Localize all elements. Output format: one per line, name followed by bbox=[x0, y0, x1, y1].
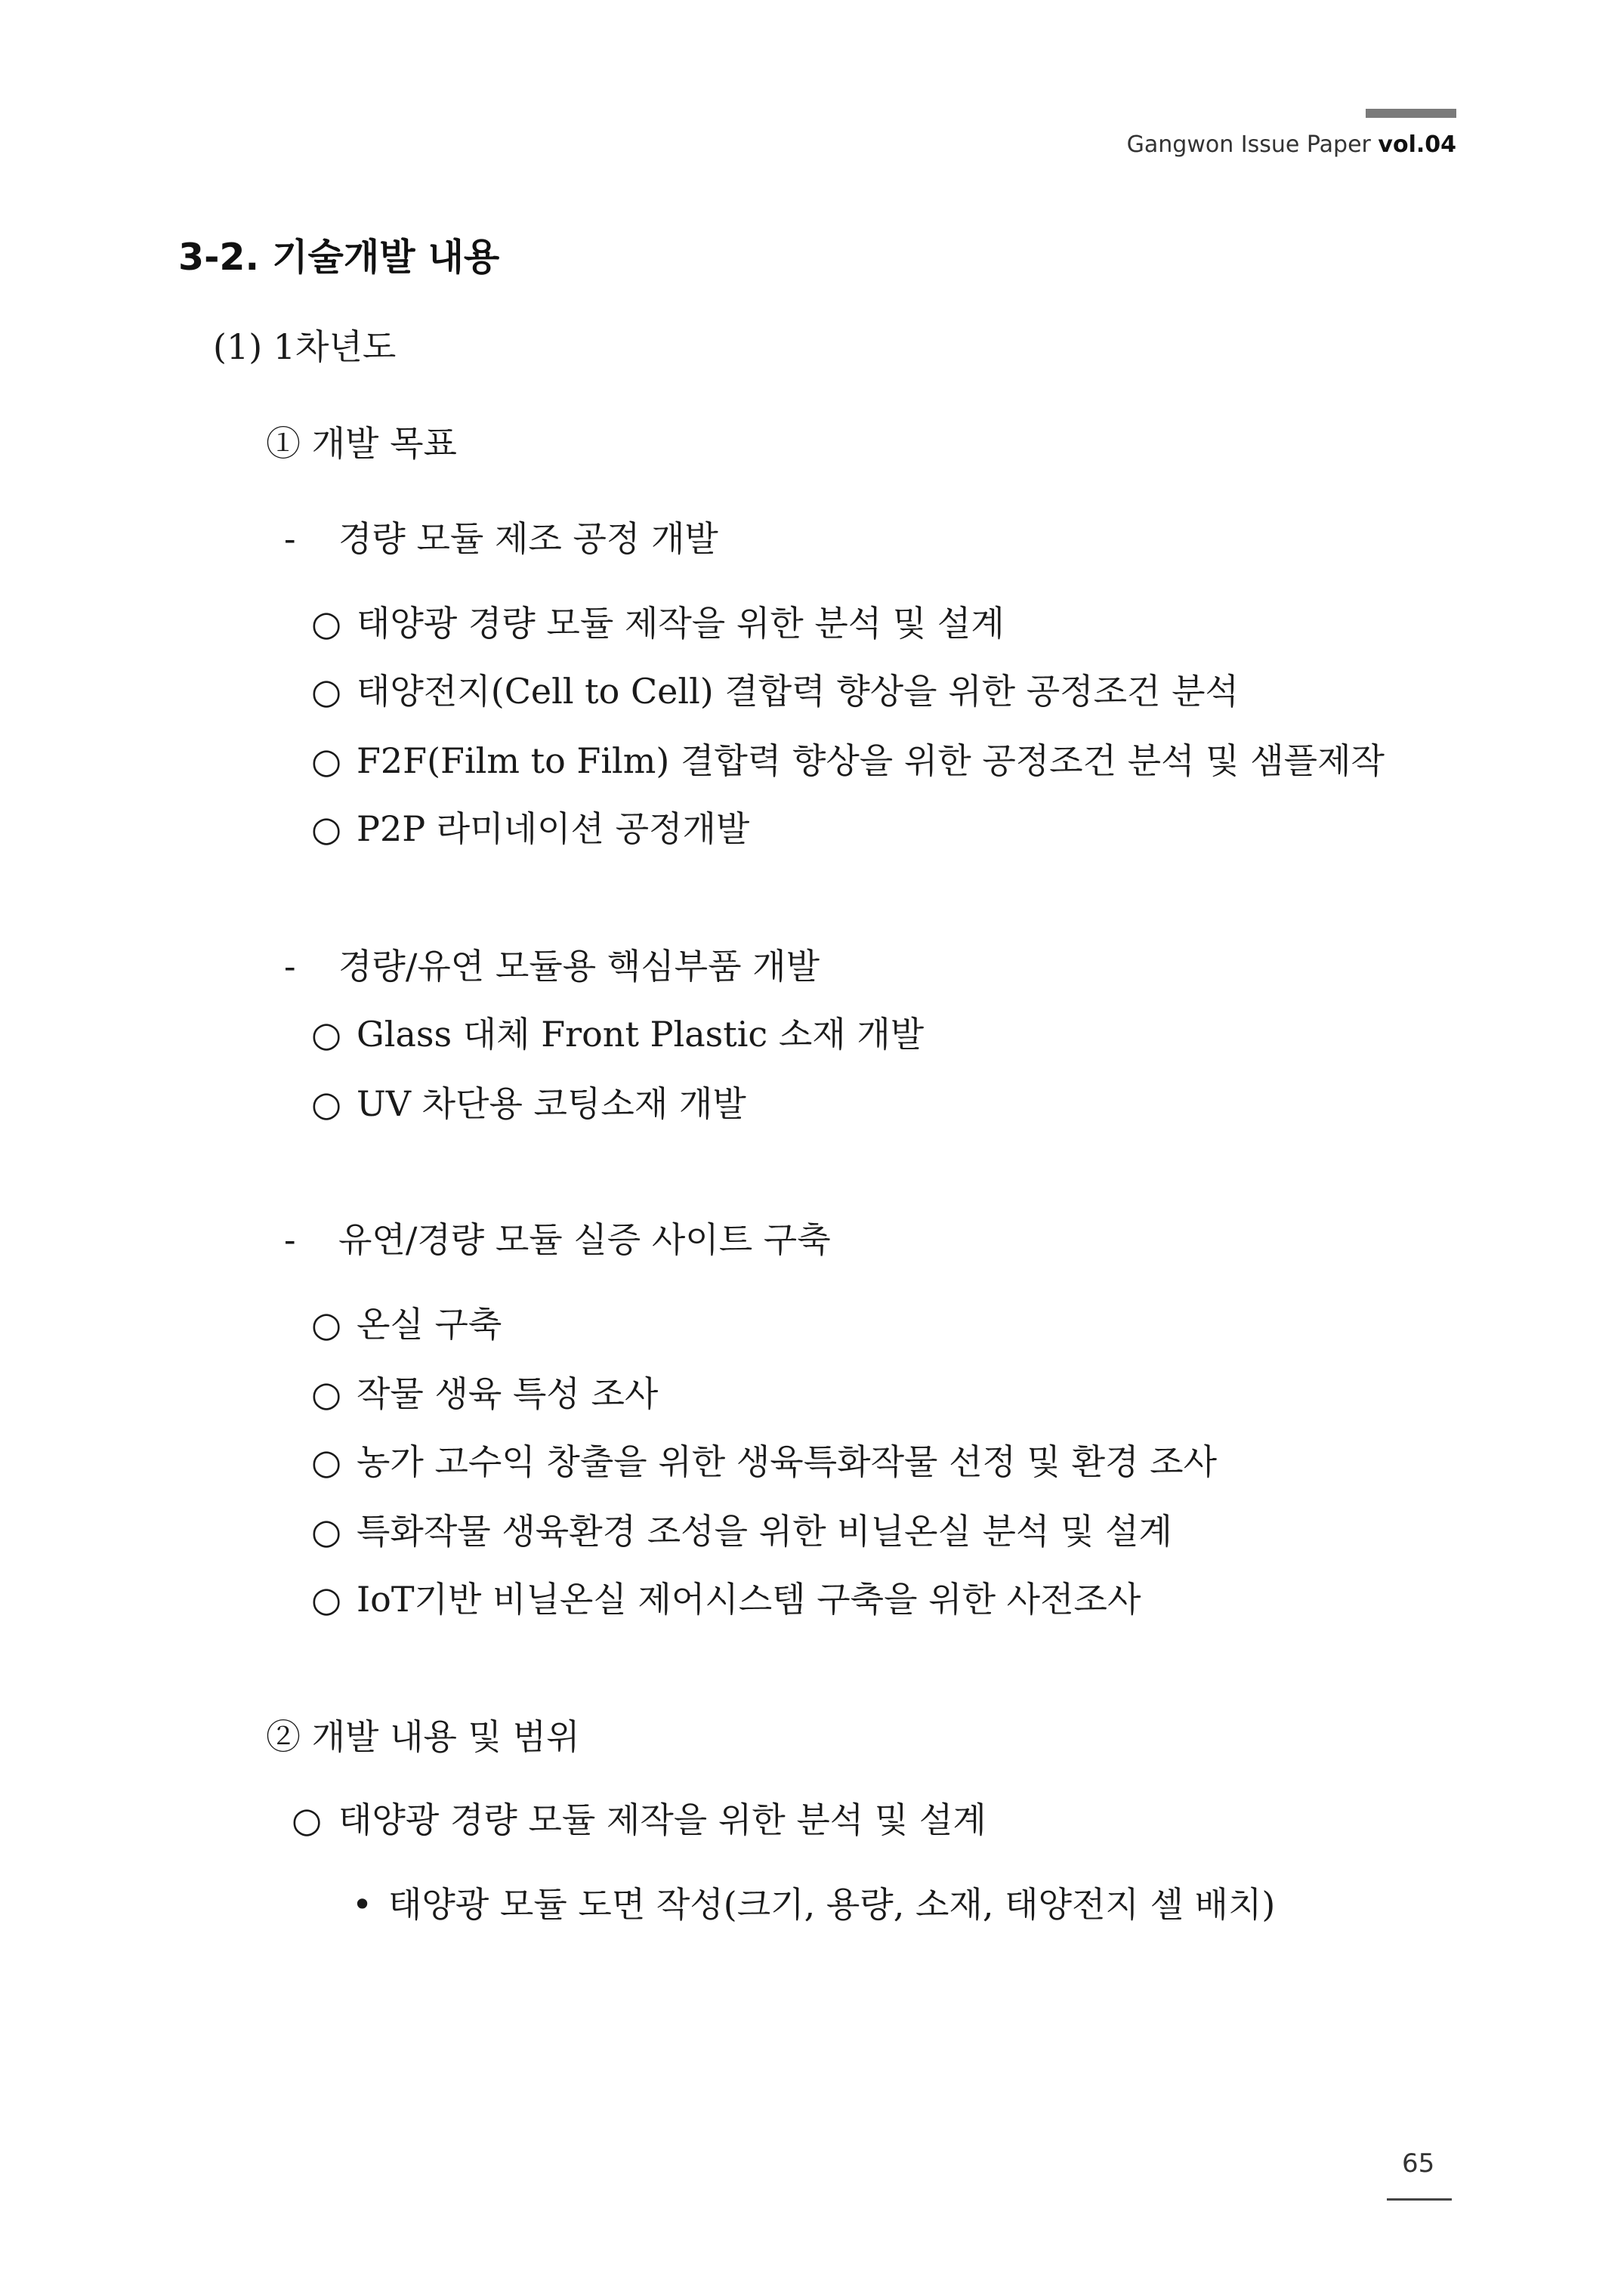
header-rule bbox=[1366, 109, 1456, 118]
circle-bullet-icon: ○ bbox=[311, 1579, 342, 1620]
circle-bullet-icon: ○ bbox=[311, 1083, 342, 1124]
list-item bbox=[311, 671, 1239, 712]
publication-name: Gangwon Issue Paper bbox=[1126, 131, 1371, 158]
scope-item bbox=[292, 1799, 986, 1840]
dot-bullet-icon: • bbox=[352, 1884, 373, 1925]
list-item bbox=[311, 1441, 1218, 1482]
year-heading: (1) 1차년도 bbox=[213, 326, 397, 367]
list-item bbox=[311, 1511, 1172, 1552]
scope-heading: ② 개발 내용 및 범위 bbox=[266, 1716, 580, 1757]
group-title-text: 경량/유연 모듈용 핵심부품 개발 bbox=[338, 946, 820, 987]
scope-sub-item bbox=[352, 1884, 1276, 1925]
goal-heading: ① 개발 목표 bbox=[266, 423, 457, 464]
list-item bbox=[311, 1579, 1141, 1620]
circle-bullet-icon: ○ bbox=[311, 808, 342, 849]
list-item bbox=[311, 1014, 925, 1055]
group-title-text: 유연/경량 모듈 실증 사이트 구축 bbox=[338, 1219, 831, 1260]
dash-marker: - bbox=[284, 518, 296, 559]
dash-marker: - bbox=[284, 946, 296, 987]
list-item-text: 온실 구축 bbox=[357, 1304, 502, 1345]
volume-label: vol.04 bbox=[1378, 131, 1456, 158]
circle-bullet-icon: ○ bbox=[311, 1511, 342, 1552]
running-header bbox=[1127, 131, 1456, 158]
circle-bullet-icon: ○ bbox=[292, 1799, 323, 1840]
list-item-text: F2F(Film to Film) 결합력 향상을 위한 공정조건 분석 및 샘플제작 bbox=[357, 740, 1385, 781]
circle-bullet-icon: ○ bbox=[311, 1014, 342, 1055]
list-item bbox=[311, 808, 750, 849]
circle-bullet-icon: ○ bbox=[311, 1373, 342, 1414]
section-title: 3-2. 기술개발 내용 bbox=[178, 236, 500, 279]
list-item bbox=[311, 740, 1385, 781]
list-item bbox=[311, 1083, 746, 1124]
footer-rule bbox=[1387, 2198, 1452, 2201]
list-item-text: Glass 대체 Front Plastic 소재 개발 bbox=[357, 1014, 925, 1055]
page-number: 65 bbox=[1402, 2148, 1435, 2179]
list-item bbox=[311, 1304, 502, 1345]
list-item bbox=[311, 603, 1005, 644]
list-item-text: 작물 생육 특성 조사 bbox=[357, 1373, 659, 1414]
group-1-title bbox=[284, 518, 718, 559]
circle-bullet-icon: ○ bbox=[311, 740, 342, 781]
scope-sub-item-text: 태양광 모듈 도면 작성(크기, 용량, 소재, 태양전지 셀 배치) bbox=[388, 1884, 1276, 1925]
circle-bullet-icon: ○ bbox=[311, 671, 342, 712]
list-item-text: P2P 라미네이션 공정개발 bbox=[357, 808, 750, 849]
list-item-text: 농가 고수익 창출을 위한 생육특화작물 선정 및 환경 조사 bbox=[357, 1441, 1218, 1482]
group-3-title bbox=[284, 1219, 831, 1260]
list-item-text: 태양전지(Cell to Cell) 결합력 향상을 위한 공정조건 분석 bbox=[357, 671, 1239, 712]
group-title-text: 경량 모듈 제조 공정 개발 bbox=[338, 518, 718, 559]
circle-bullet-icon: ○ bbox=[311, 1441, 342, 1482]
circle-bullet-icon: ○ bbox=[311, 1304, 342, 1345]
group-2-title bbox=[284, 946, 820, 987]
circle-bullet-icon: ○ bbox=[311, 603, 342, 644]
dash-marker: - bbox=[284, 1219, 296, 1260]
list-item bbox=[311, 1373, 659, 1414]
list-item-text: IoT기반 비닐온실 제어시스템 구축을 위한 사전조사 bbox=[357, 1579, 1141, 1620]
list-item-text: 특화작물 생육환경 조성을 위한 비닐온실 분석 및 설계 bbox=[357, 1511, 1172, 1552]
list-item-text: UV 차단용 코팅소재 개발 bbox=[357, 1083, 746, 1124]
scope-item-text: 태양광 경량 모듈 제작을 위한 분석 및 설계 bbox=[338, 1799, 986, 1840]
list-item-text: 태양광 경량 모듈 제작을 위한 분석 및 설계 bbox=[357, 603, 1005, 644]
